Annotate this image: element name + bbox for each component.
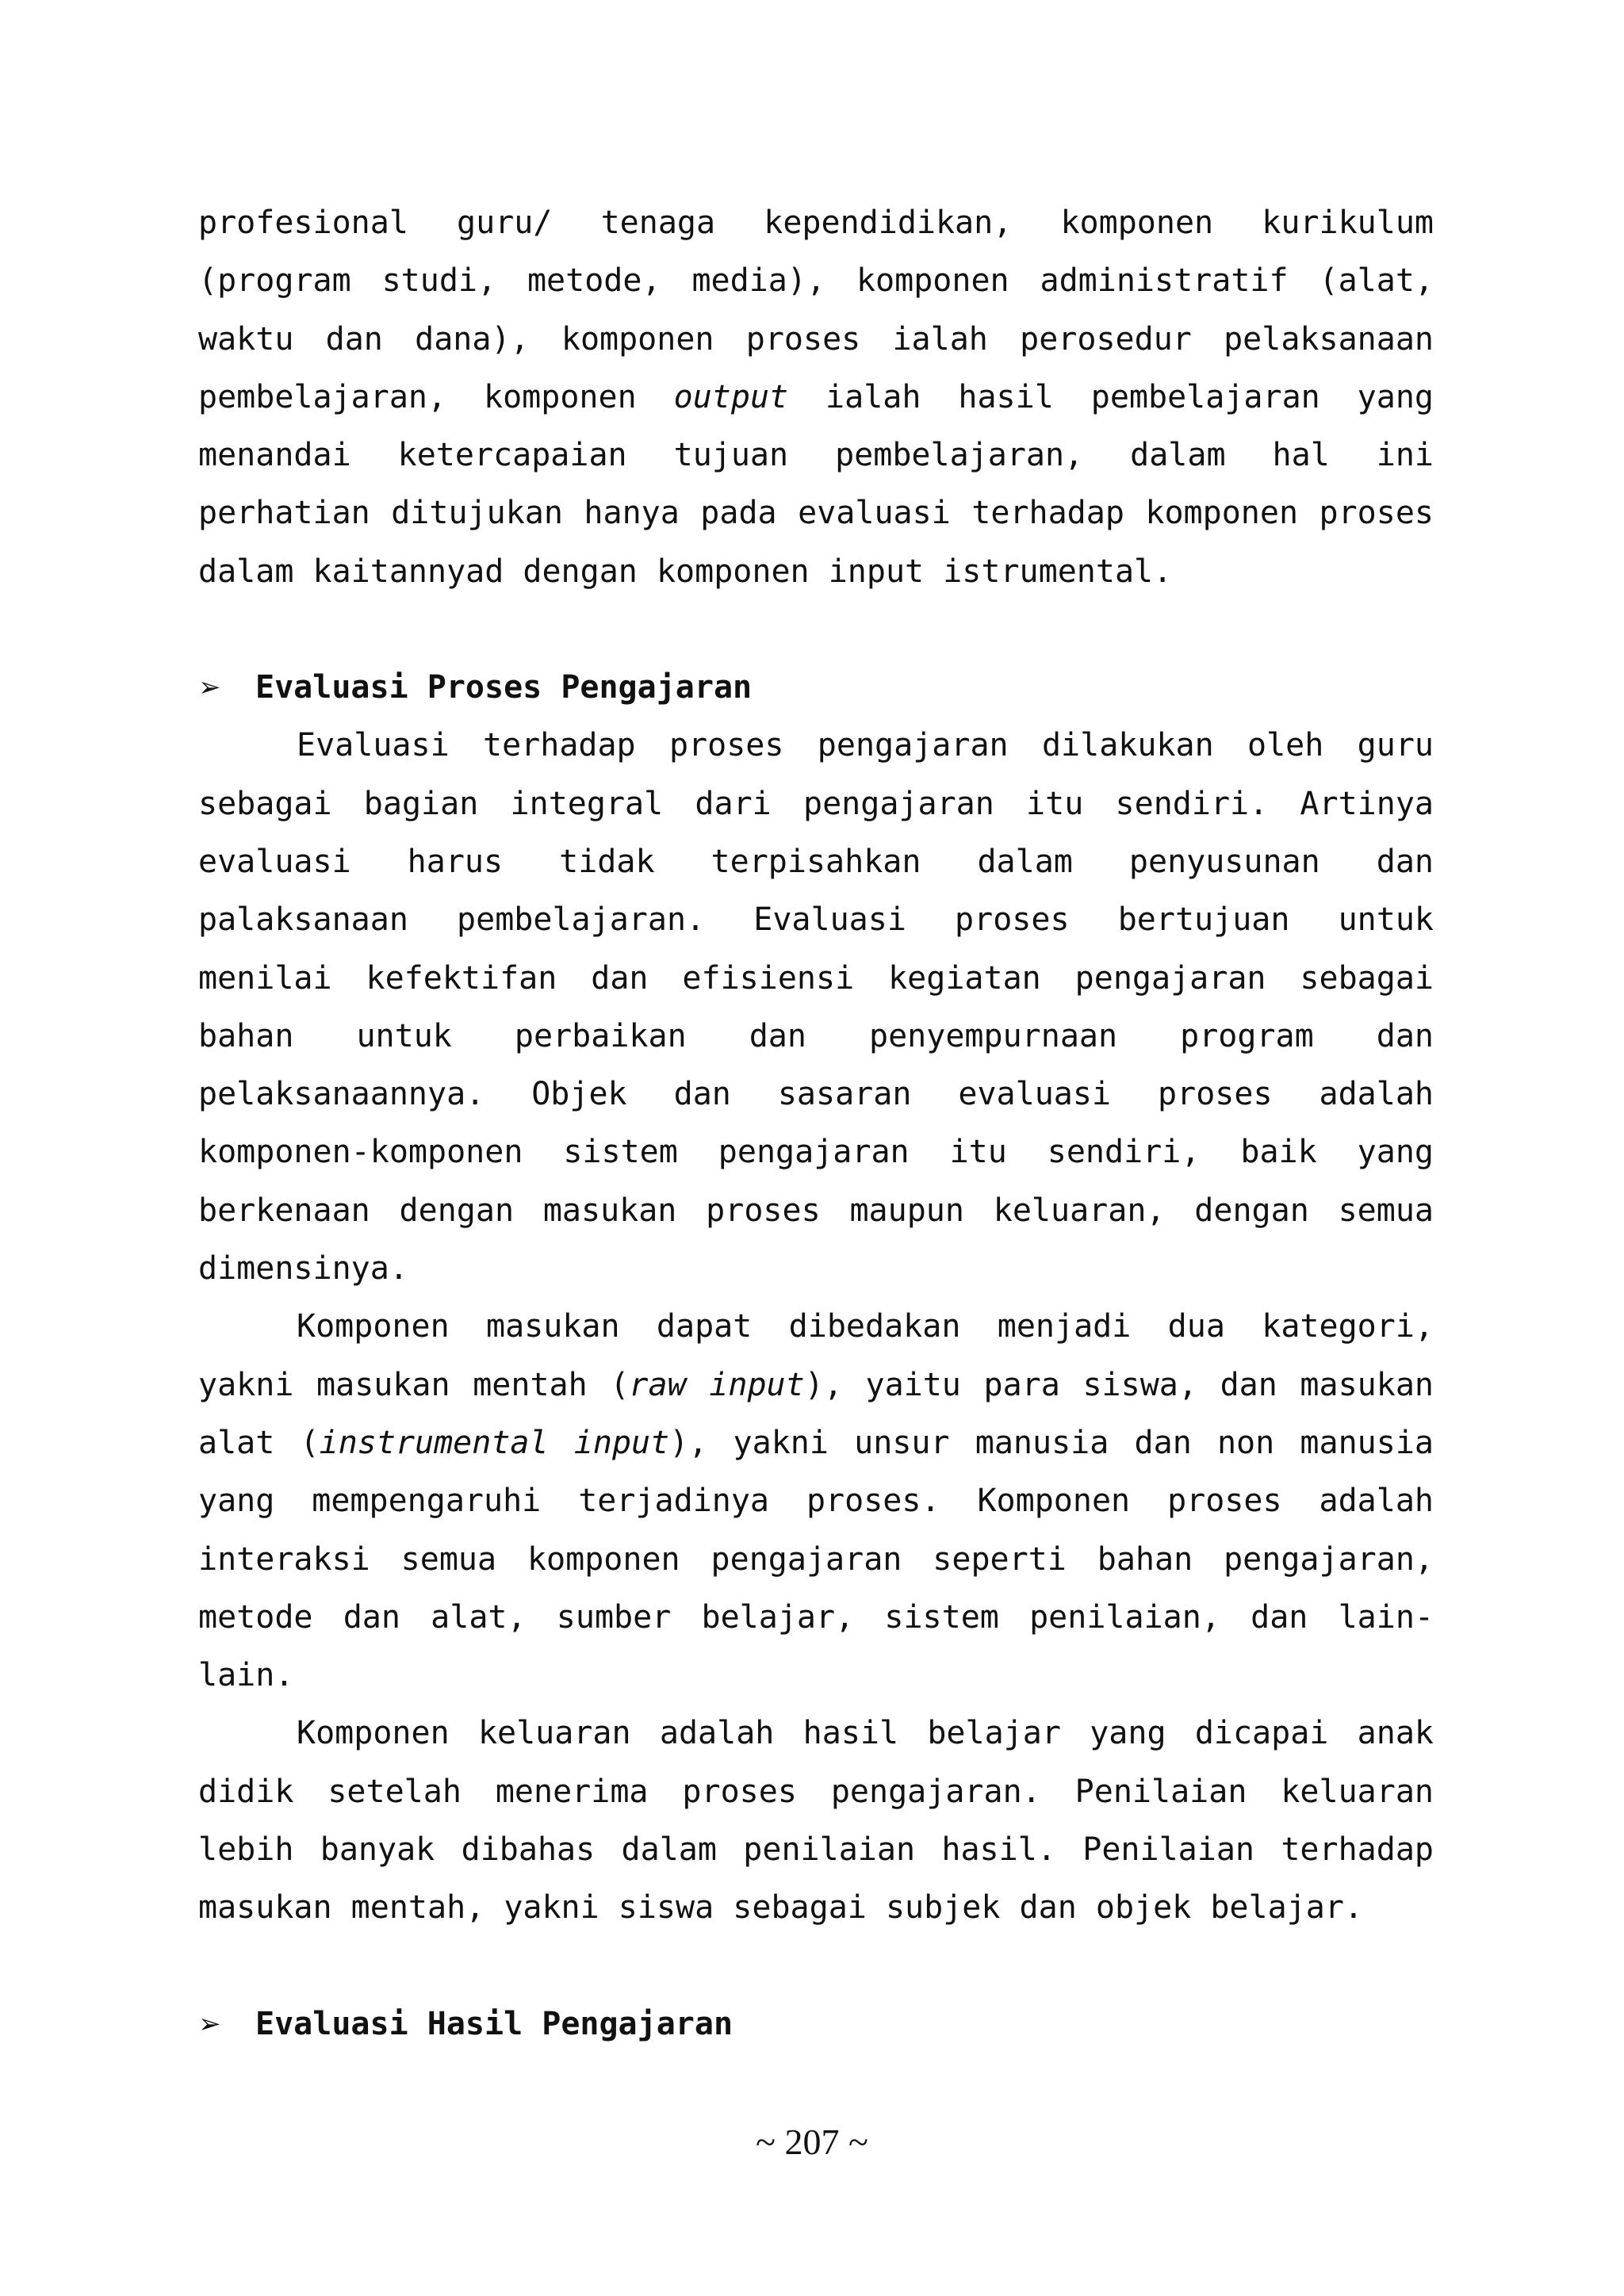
intro-italic-term: output — [673, 378, 789, 415]
section-heading-text: Evaluasi Proses Pengajaran — [255, 669, 753, 706]
arrow-bullet-icon: ➢ — [198, 672, 221, 704]
paragraph-komponen-keluaran: Komponen keluaran adalah hasil belajar yang dicapai anak didik setelah menerima proses pengajaran. Penilaian keluaran lebih banyak dibahas dalam penilaian hasil. Penilaian terhadap masukan mentah, yakni siswa sebagai subjek dan objek belajar. — [198, 1715, 1434, 1927]
italic-term-instrumental-input: instrumental input — [319, 1424, 670, 1461]
arrow-bullet-icon: ➢ — [198, 2007, 221, 2040]
paragraph-text-3: ), yakni unsur manusia dan non manusia yang mempengaruhi terjadinya proses. Komponen proses adalah interaksi semua komponen pengajaran seperti bahan pengajaran, metode dan alat, sumber belajar, sistem penilaian, dan lain-lain. — [198, 1424, 1434, 1694]
intro-text-2: ialah hasil pembelajaran yang menandai ketercapaian tujuan pembelajaran, dalam hal ini perhatian ditujukan hanya pada evaluasi terhadap komponen proses dalam kaitannyad dengan komponen input istrumental. — [198, 378, 1434, 590]
paragraph-text-2: ), yaitu para siswa, dan masukan alat ( — [198, 1366, 1434, 1461]
intro-paragraph — [198, 194, 1434, 601]
paragraph-komponen-masukan — [198, 1298, 1434, 1705]
italic-term-raw-input: raw input — [629, 1366, 805, 1403]
page-number: ~ 207 ~ — [756, 2122, 868, 2162]
paragraph-evaluasi-proses: Evaluasi terhadap proses pengajaran dilakukan oleh guru sebagai bagian integral dari pengajaran itu sendiri. Artinya evaluasi harus tidak terpisahkan dalam penyusunan dan palaksanaan pembelajaran. Evaluasi proses bertujuan untuk menilai kefektifan dan efisiensi kegiatan pengajaran sebagai bahan untuk perbaikan dan penyempurnaan program dan pelaksanaannya. Objek dan sasaran evaluasi proses adalah komponen-komponen sistem pengajaran itu sendiri, baik yang berkenaan dengan masukan proses maupun keluaran, dengan semua dimensinya. — [198, 727, 1434, 1288]
section-heading-evaluasi-hasil — [198, 1996, 1434, 2053]
intro-text-1: profesional guru/ tenaga kependidikan, komponen kurikulum (program studi, metode, media), komponen administratif (alat, waktu dan dana), komponen proses ialah perosedur pelaksanaan pembelajaran, komponen — [198, 205, 1434, 415]
page-body — [198, 194, 1434, 2053]
section-heading-text: Evaluasi Hasil Pengajaran — [255, 2005, 733, 2042]
section-heading-evaluasi-proses — [198, 659, 1434, 717]
paragraph-text-1: Komponen masukan dapat dibedakan menjadi dua kategori, yakni masukan mentah ( — [198, 1308, 1434, 1403]
